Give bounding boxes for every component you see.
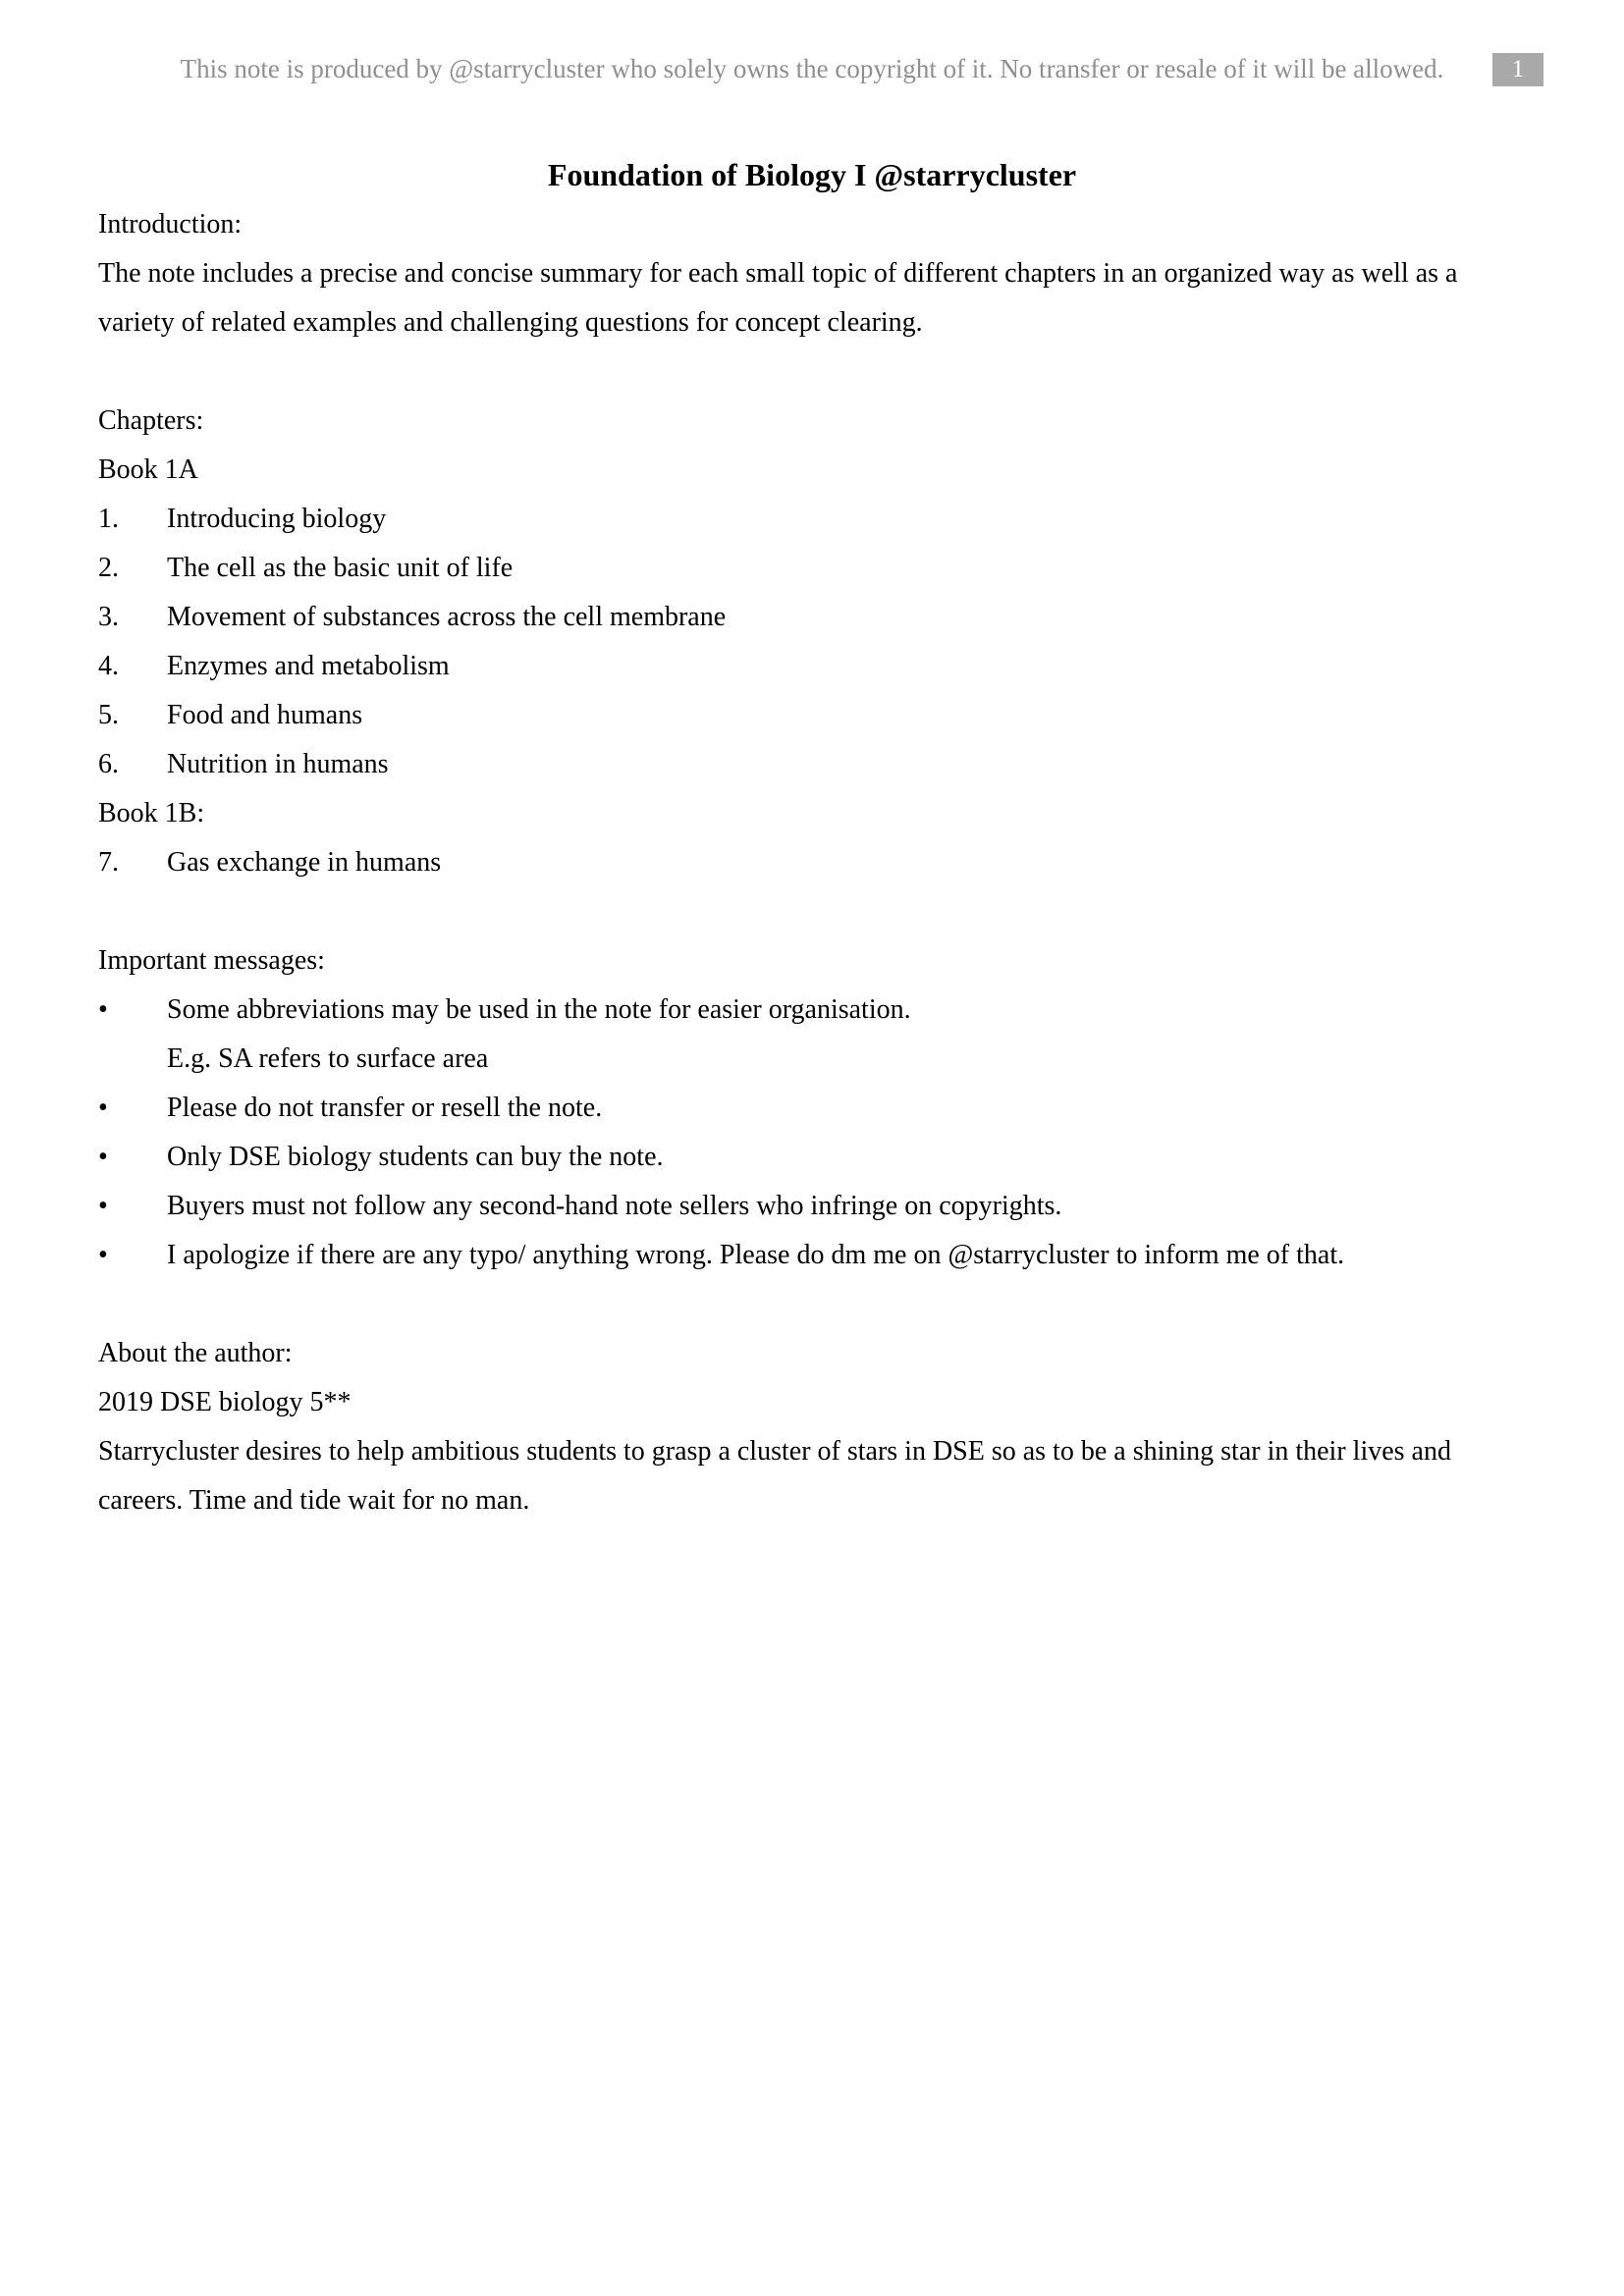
message-item [98,1182,1526,1231]
message-item [98,1084,1526,1133]
chapter-number: 6. [98,749,119,779]
chapter-item [98,838,1526,887]
page-header [0,51,1624,86]
chapter-item [98,495,1526,544]
bullet-icon: • [98,1142,108,1172]
chapter-item [98,593,1526,642]
chapter-number: 3. [98,602,119,632]
message-item [98,1231,1526,1280]
bullet-icon: • [98,1191,108,1221]
introduction-label: Introduction: [98,209,243,240]
important-messages-label: Important messages: [98,945,325,976]
chapter-number: 7. [98,847,119,878]
message-text: Only DSE biology students can buy the note. [167,1142,664,1172]
chapter-title: Nutrition in humans [167,749,389,779]
book-1b-label: Book 1B: [98,798,205,828]
bullet-icon: • [98,1093,108,1123]
chapter-number: 4. [98,651,119,681]
chapter-title: Movement of substances across the cell membrane [167,602,727,632]
chapter-number: 1. [98,504,119,534]
bullet-icon: • [98,994,108,1025]
page-title: Foundation of Biology I @starrycluster [547,157,1077,192]
chapter-title: Introducing biology [167,504,387,534]
section-spacer [98,1280,1526,1329]
chapter-item [98,691,1526,740]
chapter-item [98,544,1526,593]
document-body [98,149,1526,1525]
chapter-title: The cell as the basic unit of life [167,553,514,583]
section-spacer [98,347,1526,397]
chapters-label: Chapters: [98,405,204,436]
chapter-item [98,740,1526,789]
message-item [98,1133,1526,1182]
message-text: Some abbreviations may be used in the note for easier organisation. [167,994,911,1025]
message-item [98,986,1526,1035]
section-spacer [98,887,1526,936]
chapter-title: Gas exchange in humans [167,847,442,878]
message-text: I apologize if there are any typo/ anything wrong. Please do dm me on @starrycluster to inform me of that. [167,1240,1345,1270]
book-1a-label: Book 1A [98,454,198,485]
message-text: Buyers must not follow any second-hand note sellers who infringe on copyrights. [167,1191,1062,1221]
author-description: Starrycluster desires to help ambitious students to grasp a cluster of stars in DSE so as to be a shining star in their lives and careers. Time and tide wait for no man. [98,1436,1451,1516]
introduction-paragraph: The note includes a precise and concise summary for each small topic of different chapters in an organized way as well as a variety of related examples and challenging questions for concept clearing. [98,258,1458,338]
chapter-title: Enzymes and metabolism [167,651,450,681]
author-credential: 2019 DSE biology 5** [98,1387,352,1417]
copyright-notice: This note is produced by @starrycluster who solely owns the copyright of it. No transfer or resale of it will be allowed. [180,54,1444,83]
chapter-number: 2. [98,553,119,583]
chapter-number: 5. [98,700,119,730]
chapter-item [98,642,1526,691]
chapter-title: Food and humans [167,700,363,730]
about-author-label: About the author: [98,1338,293,1368]
message-subtext: E.g. SA refers to surface area [167,1043,489,1074]
page-number-badge: 1 [1492,53,1543,86]
bullet-icon: • [98,1240,108,1270]
message-text: Please do not transfer or resell the note. [167,1093,603,1123]
